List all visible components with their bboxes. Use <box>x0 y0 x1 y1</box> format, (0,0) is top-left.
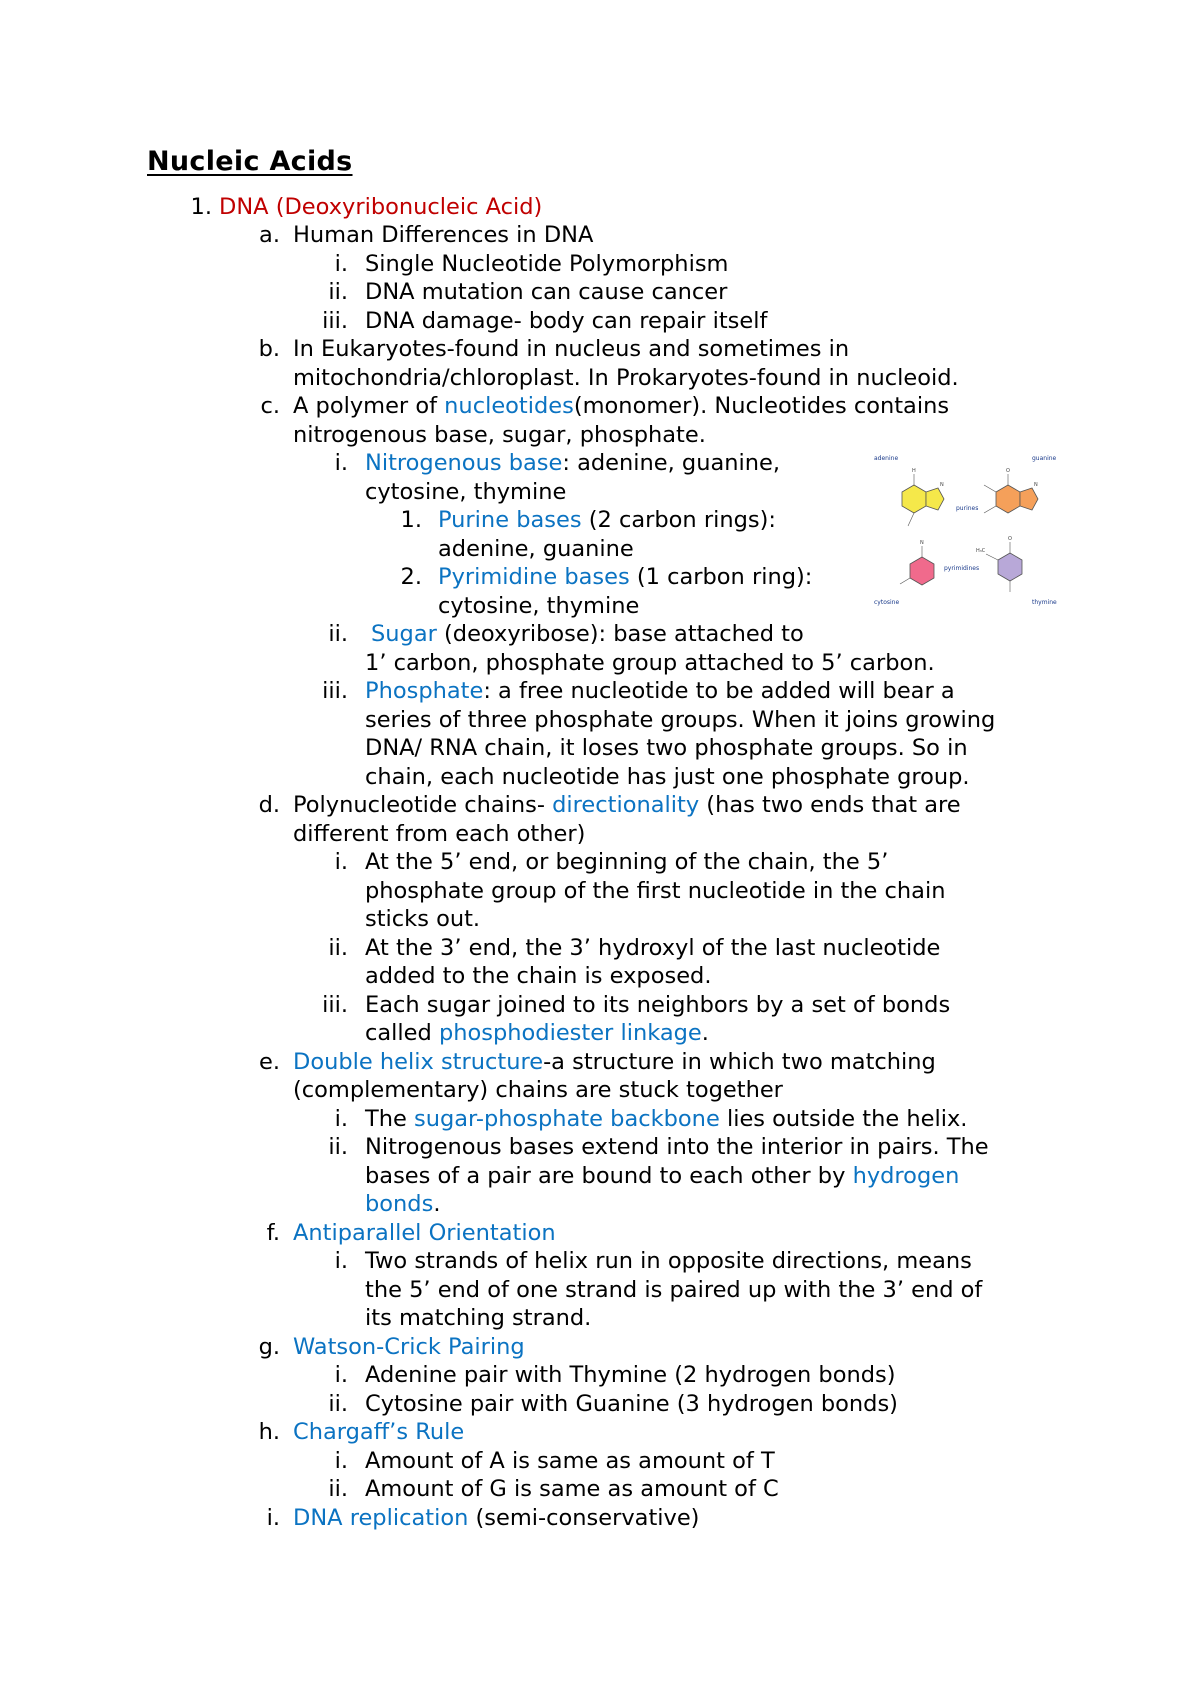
list-item: Amount of A is same as amount of T <box>365 1448 775 1474</box>
list-item-continued: nitrogenous base, sugar, phosphate. <box>293 422 706 448</box>
term-bonds: bonds <box>365 1191 434 1217</box>
list-item: Cytosine pair with Guanine (3 hydrogen bonds) <box>365 1391 898 1417</box>
list-item-continued: its matching strand. <box>365 1305 592 1331</box>
list-item: Purine bases (2 carbon rings): <box>438 507 776 533</box>
term-hydrogen: hydrogen <box>852 1163 960 1189</box>
list-item-continued: series of three phosphate groups. When it joins growing <box>365 707 996 733</box>
svg-text:N: N <box>1034 482 1038 488</box>
list-marker: d. <box>258 792 280 818</box>
list-item-continued: bonds. <box>365 1191 441 1217</box>
term-nucleotides: nucleotides <box>444 393 574 419</box>
adenine-structure <box>902 474 944 526</box>
page-title: Nucleic Acids <box>147 146 353 177</box>
list-marker: b. <box>258 336 280 362</box>
label-pyrimidines: pyrimidines <box>944 565 980 572</box>
list-marker: iii. <box>322 678 348 704</box>
svg-text:O: O <box>1008 536 1012 542</box>
list-item-continued: cytosine, thymine <box>438 593 640 619</box>
section-heading-dna: DNA (Deoxyribonucleic Acid) <box>219 194 543 220</box>
label-adenine: adenine <box>874 455 899 462</box>
list-item-continued: the 5’ end of one strand is paired up with the 3’ end of <box>365 1277 983 1303</box>
list-item: Nitrogenous base: adenine, guanine, <box>365 450 781 476</box>
list-marker: i. <box>266 1505 280 1531</box>
list-item-continued: cytosine, thymine <box>365 479 567 505</box>
svg-text:H: H <box>912 468 916 474</box>
label-guanine: guanine <box>1032 455 1057 462</box>
list-item: Polynucleotide chains- directionality (has two ends that are <box>293 792 961 818</box>
list-item-continued: adenine, guanine <box>438 536 634 562</box>
list-item-continued: DNA/ RNA chain, it loses two phosphate groups. So in <box>365 735 968 761</box>
term-watson-crick-pairing: Watson-Crick Pairing <box>293 1334 525 1360</box>
term-pyrimidine-bases: Pyrimidine bases <box>438 564 630 590</box>
list-marker: i. <box>334 1248 348 1274</box>
term-phosphodiester-linkage: phosphodiester linkage <box>438 1020 702 1046</box>
list-item: Nitrogenous bases extend into the interior in pairs. The <box>365 1134 989 1160</box>
list-item-continued: chain, each nucleotide has just one phosphate group. <box>365 764 970 790</box>
label-cytosine: cytosine <box>874 599 900 606</box>
list-marker: 2. <box>400 564 422 590</box>
list-item-continued: called phosphodiester linkage. <box>365 1020 709 1046</box>
list-marker: i. <box>334 251 348 277</box>
list-marker: i. <box>334 1362 348 1388</box>
list-item-continued: bases of a pair are bound to each other by hydrogen <box>365 1163 960 1189</box>
list-item: Double helix structure-a structure in which two matching <box>293 1049 936 1075</box>
list-item-continued: (complementary) chains are stuck together <box>293 1077 783 1103</box>
list-item: In Eukaryotes-found in nucleus and sometimes in <box>293 336 850 362</box>
list-marker: ii. <box>328 621 348 647</box>
term-sugar-phosphate-backbone: sugar-phosphate backbone <box>414 1106 720 1132</box>
nitrogenous-bases-diagram <box>872 452 1062 616</box>
list-marker: e. <box>259 1049 280 1075</box>
list-marker: 1. <box>400 507 422 533</box>
list-marker: c. <box>260 393 280 419</box>
list-item-continued: mitochondria/chloroplast. In Prokaryotes-found in nucleoid. <box>293 365 959 391</box>
list-item: At the 3’ end, the 3’ hydroxyl of the last nucleotide <box>365 935 941 961</box>
list-item: Single Nucleotide Polymorphism <box>365 251 729 277</box>
list-item: DNA replication (semi-conservative) <box>293 1505 700 1531</box>
list-item: Two strands of helix run in opposite directions, means <box>365 1248 972 1274</box>
list-item-continued: different from each other) <box>293 821 586 847</box>
list-item-continued: 1’ carbon, phosphate group attached to 5’ carbon. <box>365 650 935 676</box>
list-item-continued: sticks out. <box>365 906 481 932</box>
guanine-structure <box>984 474 1038 513</box>
nitrogenous-bases-figure <box>872 452 1062 616</box>
list-marker: i. <box>334 1448 348 1474</box>
svg-text:O: O <box>1006 468 1010 474</box>
list-marker: h. <box>258 1419 280 1445</box>
list-item: A polymer of nucleotides(monomer). Nucleotides contains <box>293 393 950 419</box>
list-item: Adenine pair with Thymine (2 hydrogen bonds) <box>365 1362 896 1388</box>
list-item: At the 5’ end, or beginning of the chain, the 5’ <box>365 849 889 875</box>
list-marker: ii. <box>328 1476 348 1502</box>
svg-text:H₃C: H₃C <box>976 548 986 554</box>
label-purines: purines <box>956 505 979 512</box>
cytosine-structure <box>900 546 934 585</box>
list-item: Amount of G is same as amount of C <box>365 1476 779 1502</box>
term-dna-replication: DNA replication <box>293 1505 469 1531</box>
svg-text:N: N <box>920 540 924 546</box>
term-chargaffs-rule: Chargaff’s Rule <box>293 1419 465 1445</box>
list-item: Human Differences in DNA <box>293 222 594 248</box>
list-item-continued: added to the chain is exposed. <box>365 963 712 989</box>
term-antiparallel-orientation: Antiparallel Orientation <box>293 1220 556 1246</box>
list-marker: ii. <box>328 1134 348 1160</box>
term-nitrogenous-base: Nitrogenous base <box>365 450 563 476</box>
term-sugar: Sugar <box>371 621 437 647</box>
list-item: DNA mutation can cause cancer <box>365 279 728 305</box>
label-thymine: thymine <box>1032 599 1057 606</box>
term-purine-bases: Purine bases <box>438 507 582 533</box>
list-marker: ii. <box>328 935 348 961</box>
list-marker: a. <box>259 222 280 248</box>
list-marker: f. <box>266 1220 280 1246</box>
term-directionality: directionality <box>552 792 700 818</box>
list-item: Sugar (deoxyribose): base attached to <box>371 621 804 647</box>
list-marker: i. <box>334 1106 348 1132</box>
list-marker: iii. <box>322 992 348 1018</box>
term-phosphate: Phosphate <box>365 678 484 704</box>
list-item: DNA damage- body can repair itself <box>365 308 768 334</box>
list-marker: iii. <box>322 308 348 334</box>
list-item: Each sugar joined to its neighbors by a set of bonds <box>365 992 951 1018</box>
list-marker: 1. <box>190 194 212 220</box>
list-marker: ii. <box>328 279 348 305</box>
term-double-helix: Double helix structure <box>293 1049 544 1075</box>
list-item-continued: phosphate group of the first nucleotide in the chain <box>365 878 946 904</box>
thymine-structure <box>986 542 1022 592</box>
list-item: The sugar-phosphate backbone lies outside the helix. <box>365 1106 968 1132</box>
svg-text:N: N <box>940 482 944 488</box>
list-marker: g. <box>258 1334 280 1360</box>
list-item: Pyrimidine bases (1 carbon ring): <box>438 564 813 590</box>
list-marker: ii. <box>328 1391 348 1417</box>
list-item: Phosphate: a free nucleotide to be added will bear a <box>365 678 955 704</box>
list-marker: i. <box>334 450 348 476</box>
list-marker: i. <box>334 849 348 875</box>
